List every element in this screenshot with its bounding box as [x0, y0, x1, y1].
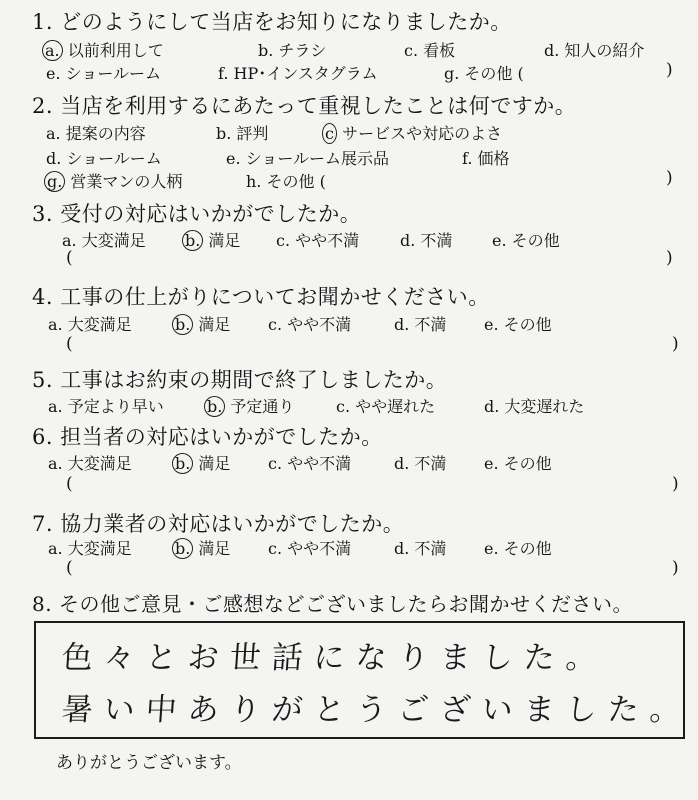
- q7-option-c: c. やや不満: [268, 539, 352, 558]
- q1-option-g: g. その他 (: [444, 64, 524, 83]
- q3-paren-open: (: [66, 248, 73, 268]
- q6-option-e: e. その他: [484, 454, 552, 473]
- q4-title: 4. 工事の仕上がりについてお聞かせください。: [32, 285, 490, 309]
- q3-option-e: e. その他: [492, 231, 560, 250]
- q2-option-g: g. 営業マンの人柄: [48, 169, 182, 192]
- q2-option-f: f. 価格: [462, 149, 510, 168]
- q2-option-d: d. ショールーム: [46, 149, 162, 168]
- q7-option-b: b. 満足: [176, 536, 230, 559]
- selected-circle: b.: [204, 396, 225, 417]
- q4-paren-close: ): [672, 334, 679, 354]
- q3-option-d: d. 不満: [400, 231, 453, 250]
- q5-option-a: a. 予定より早い: [48, 397, 164, 416]
- q7-option-e: e. その他: [484, 539, 552, 558]
- q6-paren-open: (: [66, 474, 73, 494]
- q2-option-e: e. ショールーム展示品: [226, 149, 390, 168]
- q1-paren-close: ): [666, 60, 673, 80]
- q2-title: 2. 当店を利用するにあたって重視したことは何ですか。: [32, 94, 577, 118]
- q1-option-a: a. 以前利用して: [46, 38, 164, 61]
- q7-paren-close: ): [672, 558, 679, 578]
- q3-title: 3. 受付の対応はいかがでしたか。: [32, 202, 362, 226]
- selected-circle: b.: [172, 538, 193, 559]
- q6-option-c: c. やや不満: [268, 454, 352, 473]
- q5-option-b: b. 予定通り: [208, 394, 294, 417]
- q4-option-b: b. 満足: [176, 312, 230, 335]
- q2-option-a: a. 提案の内容: [46, 124, 146, 143]
- q6-title: 6. 担当者の対応はいかがでしたか。: [32, 425, 383, 449]
- q3-option-b: b. 満足: [186, 228, 240, 251]
- q2-option-b: b. 評判: [216, 124, 269, 143]
- selected-circle: c: [322, 123, 337, 144]
- q7-paren-open: (: [66, 558, 73, 578]
- q4-option-c: c. やや不満: [268, 315, 352, 334]
- q3-option-c: c. やや不満: [276, 231, 360, 250]
- q3-paren-close: ): [666, 248, 673, 268]
- q6-option-a: a. 大変満足: [48, 454, 132, 473]
- selected-circle: a.: [42, 40, 63, 61]
- q7-option-a: a. 大変満足: [48, 539, 132, 558]
- q1-option-d: d. 知人の紹介: [544, 41, 645, 60]
- q8-title: 8. その他ご意見・ご感想などございましたらお聞かせください。: [32, 592, 633, 616]
- q2-option-h: h. その他 (: [246, 172, 326, 191]
- q5-option-c: c. やや遅れた: [336, 397, 436, 416]
- q3-option-a: a. 大変満足: [62, 231, 146, 250]
- q1-option-f: f. HP･インスタグラム: [218, 64, 378, 83]
- handwritten-comment-line2: 暑い中ありがとうございました。: [60, 692, 694, 728]
- q4-option-e: e. その他: [484, 315, 552, 334]
- q4-paren-open: (: [66, 334, 73, 354]
- selected-circle: b.: [172, 453, 193, 474]
- q2-option-c: c サービスや対応のよさ: [326, 121, 502, 144]
- handwritten-comment-line1: 色々とお世話になりました。: [60, 640, 610, 676]
- closing-thanks: ありがとうございます。: [56, 753, 242, 773]
- selected-circle: b.: [172, 314, 193, 335]
- selected-circle: b.: [182, 230, 203, 251]
- q1-title: 1. どのようにして当店をお知りになりましたか。: [32, 10, 512, 34]
- q6-option-d: d. 不満: [394, 454, 447, 473]
- q1-option-c: c. 看板: [404, 41, 456, 60]
- q6-paren-close: ): [672, 474, 679, 494]
- q4-option-d: d. 不満: [394, 315, 447, 334]
- q1-option-e: e. ショールーム: [46, 64, 162, 83]
- q5-option-d: d. 大変遅れた: [484, 397, 585, 416]
- q2-paren-close: ): [666, 168, 673, 188]
- q1-option-b: b. チラシ: [258, 41, 327, 60]
- q7-title: 7. 協力業者の対応はいかがでしたか。: [32, 512, 405, 536]
- q4-option-a: a. 大変満足: [48, 315, 132, 334]
- q5-title: 5. 工事はお約束の期間で終了しましたか。: [32, 368, 448, 392]
- selected-circle: g.: [44, 171, 65, 192]
- q7-option-d: d. 不満: [394, 539, 447, 558]
- q6-option-b: b. 満足: [176, 451, 230, 474]
